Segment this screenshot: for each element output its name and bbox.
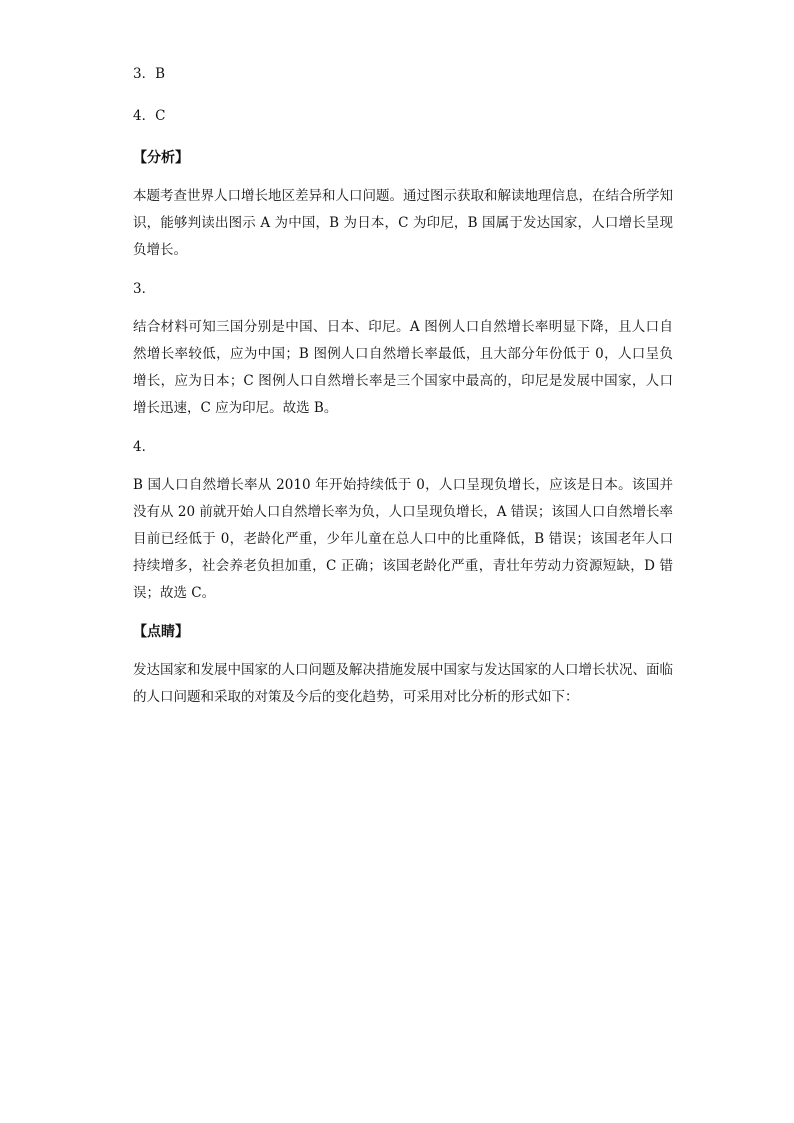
answer-4: 4．C	[133, 108, 166, 124]
question-4-explanation: B 国人口自然增长率从 2010 年开始持续低于 0，人口呈现负增长，应该是日本。该国并没有从 20 前就开始人口自然增长率为负，人口呈现负增长，A 错误；该国人口自然增长率目前已经低于 0，老龄化严重，少年儿童在总人口中的比重降低，B 错误；该国老年人口持续增多，社会养老负担加重，C 正确；该国老龄化严重，青壮年劳动力资源短缺，D 错误；故选 C。	[133, 477, 673, 601]
answer-3: 3．B	[133, 66, 166, 82]
document-content	[133, 64, 673, 711]
question-3-explanation: 结合材料可知三国分别是中国、日本、印尼。A 图例人口自然增长率明显下降，且人口自然增长率较低，应为中国；B 图例人口自然增长率最低，且大部分年份低于 0，人口呈负增长，应为日本；C 图例人口自然增长率是三个国家中最高的，印尼是发展中国家，人口增长迅速，C 应为印尼。故选 B。	[133, 319, 673, 416]
question-4-label: 4．	[133, 439, 156, 455]
analysis-heading: 【分析】	[133, 150, 189, 166]
analysis-intro-paragraph: 本题考查世界人口增长地区差异和人口问题。通过图示获取和解读地理信息，在结合所学知识，能够判读出图示 A 为中国，B 为日本，C 为印尼，B 国属于发达国家，人口增长呈现负增长。	[133, 188, 673, 258]
comment-paragraph: 发达国家和发展中国家的人口问题及解决措施发展中国家与发达国家的人口增长状况、面临的人口问题和采取的对策及今后的变化趋势，可采用对比分析的形式如下：	[133, 662, 673, 705]
question-3-label: 3．	[133, 281, 156, 297]
comment-heading: 【点睛】	[133, 624, 189, 640]
